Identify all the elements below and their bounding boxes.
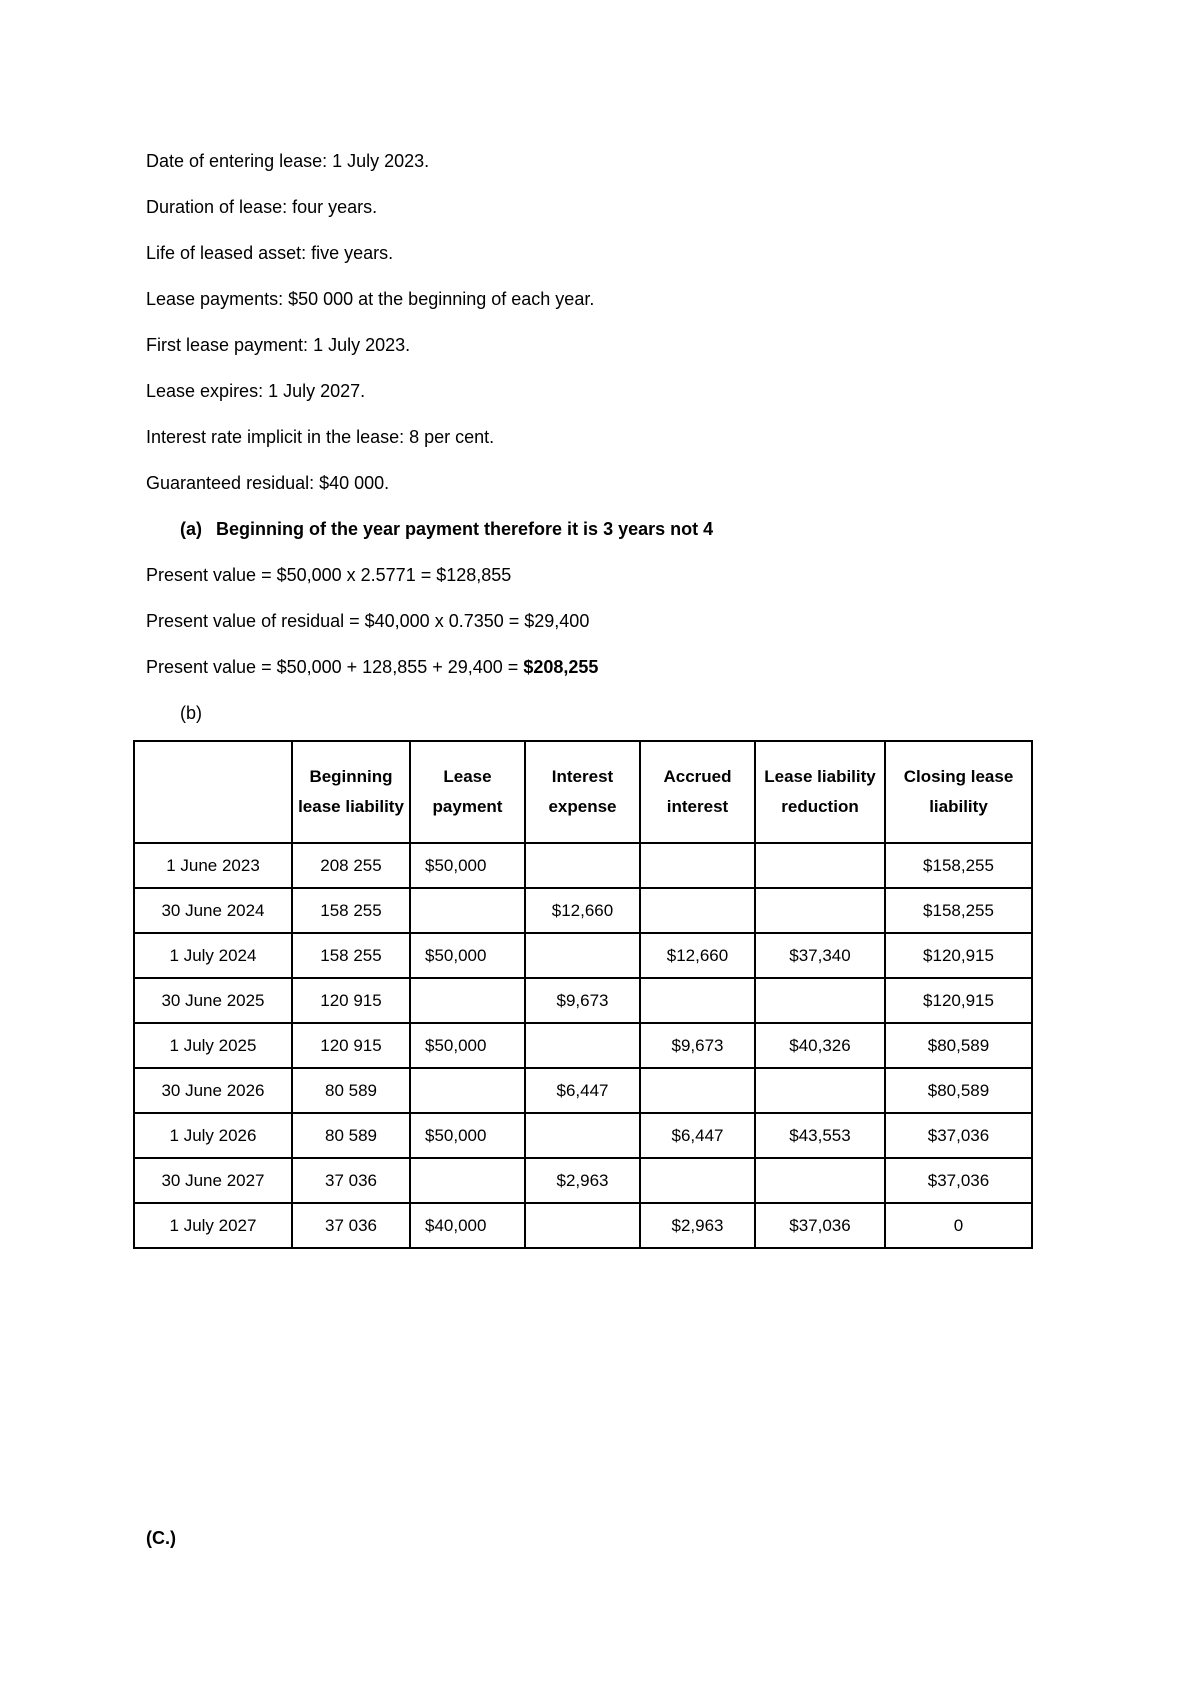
fact-line: Guaranteed residual: $40 000. (146, 473, 390, 493)
cell-closing-liability: $80,589 (885, 1068, 1032, 1113)
header-accrued-interest: Accrued interest (640, 741, 755, 843)
cell-date: 30 June 2024 (134, 888, 292, 933)
cell-accrued-interest (640, 888, 755, 933)
cell-interest-expense: $12,660 (525, 888, 640, 933)
cell-lease-payment (410, 888, 525, 933)
cell-liability-reduction: $37,340 (755, 933, 885, 978)
cell-liability-reduction: $43,553 (755, 1113, 885, 1158)
fact-line: First lease payment: 1 July 2023. (146, 335, 411, 355)
total-pv-value: $208,255 (523, 657, 599, 677)
cell-lease-payment (410, 1068, 525, 1113)
cell-liability-reduction (755, 1068, 885, 1113)
cell-closing-liability: $37,036 (885, 1158, 1032, 1203)
cell-interest-expense (525, 1023, 640, 1068)
total-pv-prefix: Present value = $50,000 + 128,855 + 29,400 = (146, 657, 524, 677)
cell-liability-reduction: $40,326 (755, 1023, 885, 1068)
cell-beginning-liability: 158 255 (292, 933, 410, 978)
present-value-line: Present value = $50,000 x 2.5771 = $128,855 (146, 565, 512, 585)
header-beginning-liability: Beginning lease liability (292, 741, 410, 843)
cell-beginning-liability: 158 255 (292, 888, 410, 933)
table-row (134, 1203, 1032, 1248)
cell-interest-expense: $6,447 (525, 1068, 640, 1113)
cell-beginning-liability: 37 036 (292, 1203, 410, 1248)
cell-liability-reduction (755, 843, 885, 888)
cell-lease-payment: $50,000 (410, 843, 525, 888)
cell-closing-liability: $120,915 (885, 933, 1032, 978)
part-c-label: (C.) (146, 1528, 176, 1548)
cell-interest-expense: $2,963 (525, 1158, 640, 1203)
cell-interest-expense (525, 1113, 640, 1158)
cell-beginning-liability: 80 589 (292, 1068, 410, 1113)
cell-lease-payment (410, 978, 525, 1023)
cell-lease-payment: $50,000 (410, 933, 525, 978)
cell-interest-expense (525, 1203, 640, 1248)
cell-beginning-liability: 120 915 (292, 1023, 410, 1068)
fact-line: Lease payments: $50 000 at the beginning of each year. (146, 289, 595, 309)
table-row (134, 978, 1032, 1023)
cell-date: 1 July 2026 (134, 1113, 292, 1158)
table-row (134, 1023, 1032, 1068)
cell-liability-reduction (755, 1158, 885, 1203)
cell-beginning-liability: 80 589 (292, 1113, 410, 1158)
cell-date: 1 June 2023 (134, 843, 292, 888)
cell-closing-liability: $120,915 (885, 978, 1032, 1023)
table-row (134, 843, 1032, 888)
cell-date: 1 July 2025 (134, 1023, 292, 1068)
cell-lease-payment: $50,000 (410, 1113, 525, 1158)
lease-schedule-table (133, 740, 1033, 1249)
fact-line: Interest rate implicit in the lease: 8 per cent. (146, 427, 495, 447)
header-interest-expense: Interest expense (525, 741, 640, 843)
cell-closing-liability: $37,036 (885, 1113, 1032, 1158)
cell-closing-liability: $80,589 (885, 1023, 1032, 1068)
cell-beginning-liability: 208 255 (292, 843, 410, 888)
table-row (134, 1113, 1032, 1158)
total-present-value-line (146, 656, 598, 678)
cell-beginning-liability: 120 915 (292, 978, 410, 1023)
header-closing-liability: Closing lease liability (885, 741, 1032, 843)
fact-line: Life of leased asset: five years. (146, 243, 394, 263)
cell-liability-reduction (755, 978, 885, 1023)
table-row (134, 1158, 1032, 1203)
part-a-heading (180, 518, 713, 540)
cell-accrued-interest (640, 1068, 755, 1113)
cell-accrued-interest (640, 1158, 755, 1203)
cell-liability-reduction: $37,036 (755, 1203, 885, 1248)
cell-date: 30 June 2026 (134, 1068, 292, 1113)
header-liability-reduction: Lease liability reduction (755, 741, 885, 843)
cell-closing-liability: $158,255 (885, 888, 1032, 933)
cell-date: 1 July 2024 (134, 933, 292, 978)
fact-line: Duration of lease: four years. (146, 197, 378, 217)
part-b-label: (b) (180, 703, 202, 723)
cell-date: 1 July 2027 (134, 1203, 292, 1248)
table-header-row (134, 741, 1032, 843)
cell-date: 30 June 2027 (134, 1158, 292, 1203)
cell-accrued-interest: $6,447 (640, 1113, 755, 1158)
cell-lease-payment (410, 1158, 525, 1203)
cell-liability-reduction (755, 888, 885, 933)
cell-accrued-interest: $2,963 (640, 1203, 755, 1248)
cell-accrued-interest (640, 843, 755, 888)
residual-value-line: Present value of residual = $40,000 x 0.7350 = $29,400 (146, 611, 590, 631)
cell-accrued-interest: $9,673 (640, 1023, 755, 1068)
part-a-heading-text: Beginning of the year payment therefore it is 3 years not 4 (216, 519, 714, 539)
header-lease-payment: Lease payment (410, 741, 525, 843)
cell-interest-expense (525, 933, 640, 978)
table-row (134, 1068, 1032, 1113)
table-body (134, 843, 1032, 1248)
header-date (134, 741, 292, 843)
cell-beginning-liability: 37 036 (292, 1158, 410, 1203)
cell-lease-payment: $40,000 (410, 1203, 525, 1248)
cell-accrued-interest: $12,660 (640, 933, 755, 978)
cell-accrued-interest (640, 978, 755, 1023)
cell-lease-payment: $50,000 (410, 1023, 525, 1068)
fact-line: Date of entering lease: 1 July 2023. (146, 151, 430, 171)
cell-closing-liability: $158,255 (885, 843, 1032, 888)
cell-closing-liability: 0 (885, 1203, 1032, 1248)
table-row (134, 933, 1032, 978)
cell-date: 30 June 2025 (134, 978, 292, 1023)
fact-line: Lease expires: 1 July 2027. (146, 381, 366, 401)
part-a-label: (a) (180, 519, 202, 539)
table-row (134, 888, 1032, 933)
cell-interest-expense: $9,673 (525, 978, 640, 1023)
cell-interest-expense (525, 843, 640, 888)
